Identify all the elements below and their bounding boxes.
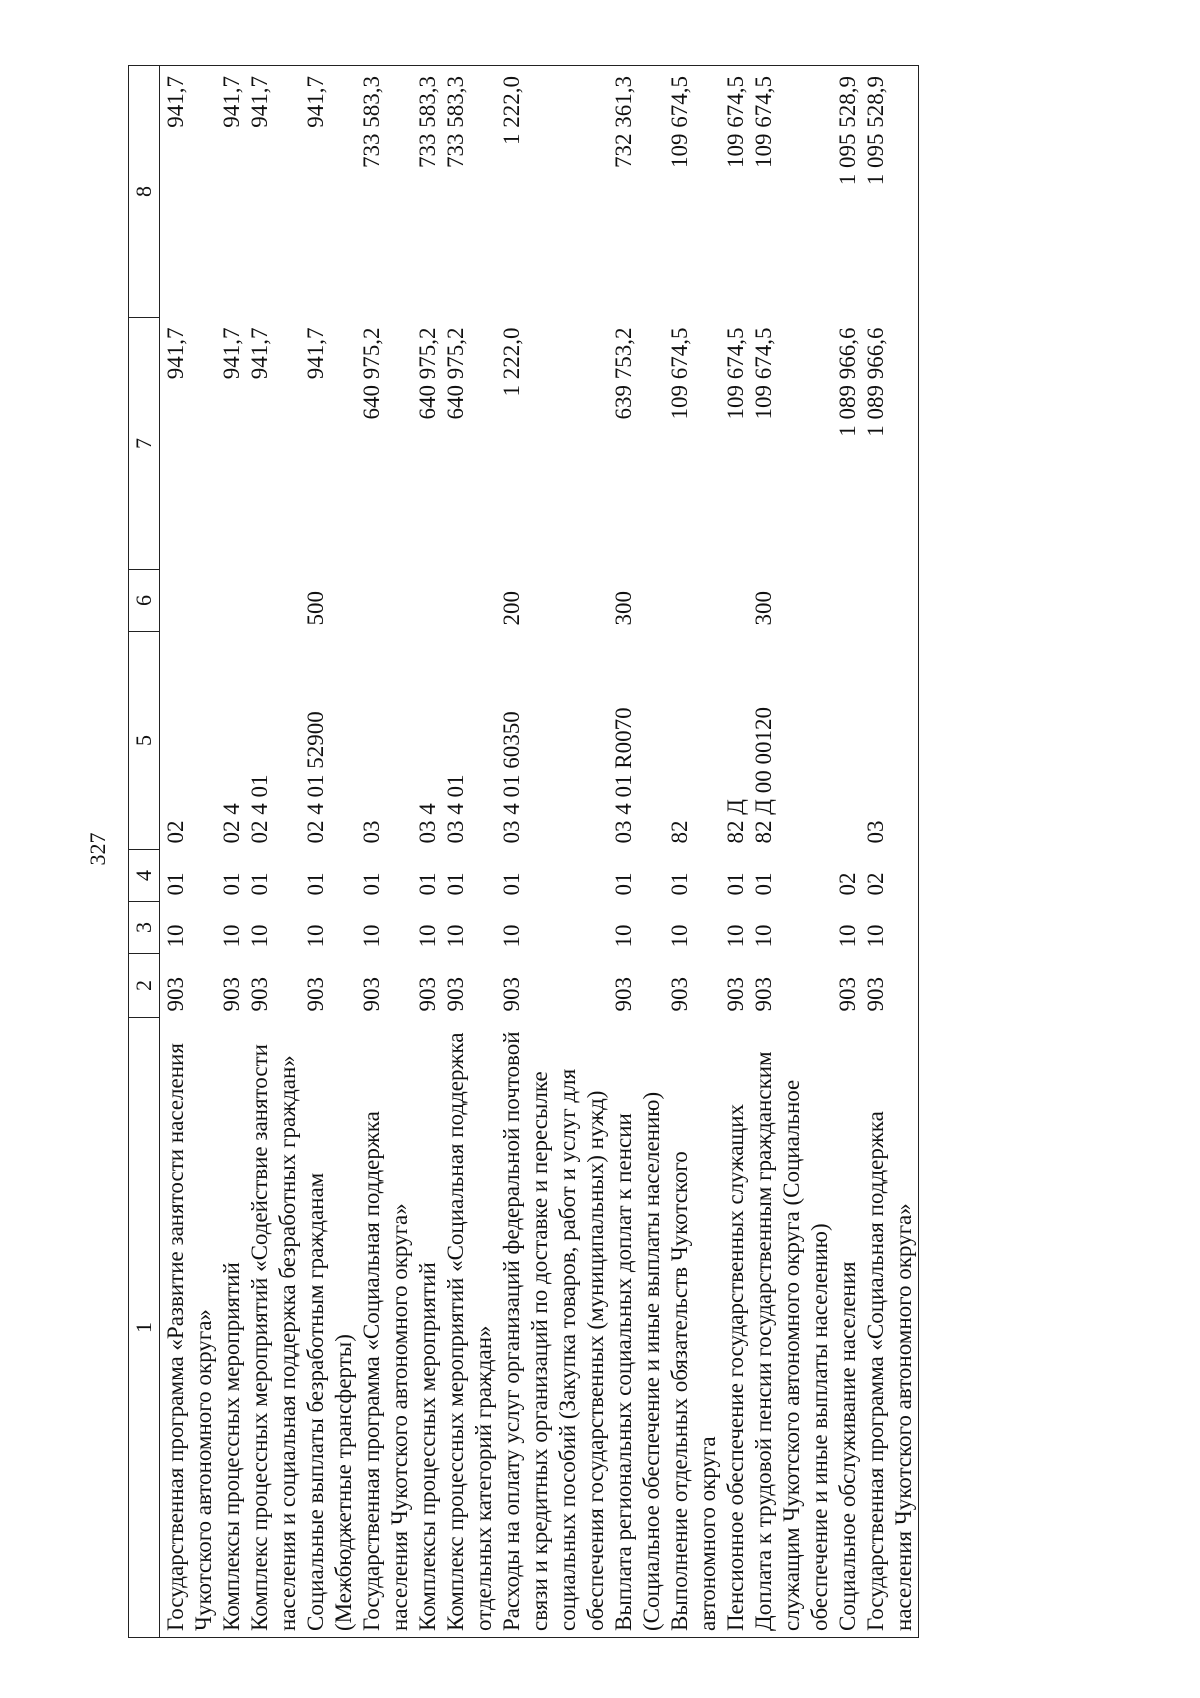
cell-expense-type — [834, 570, 862, 632]
cell-subsection: 01 — [499, 872, 524, 896]
cell-section: 10 — [499, 924, 524, 948]
cell-amount-1: 941,7 — [303, 327, 328, 380]
cell-amount-1: 640 975,2 — [415, 327, 440, 420]
cell-amount-2: 732 361,3 — [610, 66, 666, 318]
row-name: Государственная программа «Социальная поддержка населения Чукотского автономного округа» — [862, 1018, 919, 1638]
header-col-8: 8 — [129, 66, 160, 318]
cell-amount-1: 640 975,2 — [443, 327, 468, 420]
cell-expense-type: 500 — [303, 591, 328, 626]
cell-amount-2: 109 674,5 — [750, 66, 834, 318]
cell-target-article: 02 4 01 52900 — [303, 711, 328, 844]
cell-ministry: 903 — [303, 977, 328, 1012]
cell-subsection: 01 — [611, 872, 636, 896]
cell-target-article: 03 4 01 60350 — [499, 711, 524, 844]
cell-amount-2: 941,7 — [160, 66, 219, 318]
cell-amount-1: 109 674,5 — [751, 327, 776, 420]
row-name: Социальные выплаты безработным гражданам (Межбюджетные трансферты) — [302, 1018, 358, 1638]
cell-ministry: 903 — [751, 977, 776, 1012]
header-col-2: 2 — [129, 954, 160, 1018]
cell-expense-type: 200 — [499, 591, 524, 626]
table-row — [722, 66, 750, 1638]
cell-amount-1: 1 089 966,6 — [835, 327, 860, 437]
row-name: Комплекс процессных мероприятий «Содействие занятости населения и социальная поддержка безработных граждан» — [246, 1018, 302, 1638]
cell-ministry: 903 — [499, 977, 524, 1012]
cell-amount-1: 941,7 — [163, 327, 188, 380]
cell-amount-1: 1 222,0 — [499, 327, 524, 397]
cell-target-article — [834, 632, 862, 850]
cell-subsection: 01 — [415, 872, 440, 896]
table-row — [498, 66, 610, 1638]
cell-ministry: 903 — [443, 977, 468, 1012]
cell-ministry: 903 — [862, 954, 919, 1018]
header-col-3: 3 — [129, 902, 160, 954]
row-name: Комплексы процессных мероприятий — [218, 1018, 246, 1638]
cell-expense-type — [666, 570, 722, 632]
cell-expense-type — [246, 570, 302, 632]
cell-amount-1: 109 674,5 — [723, 327, 748, 420]
cell-target-article: 03 4 01 — [443, 774, 468, 844]
table-row — [218, 66, 246, 1638]
cell-section: 10 — [359, 924, 384, 948]
table-row — [834, 66, 862, 1638]
table-row — [414, 66, 442, 1638]
row-name: Расходы на оплату услуг организаций федеральной почтовой связи и кредитных организаций по доставке и пересылке социальных пособий (Закупка товаров, работ и услуг для обеспечения государственных (муниципальных) нужд) — [498, 1018, 610, 1638]
cell-expense-type: 300 — [751, 591, 776, 626]
cell-section: 10 — [163, 924, 188, 948]
cell-amount-2: 1 222,0 — [498, 66, 610, 318]
cell-subsection: 01 — [163, 872, 188, 896]
table-row — [610, 66, 666, 1638]
header-row — [129, 66, 160, 1638]
cell-section: 10 — [667, 924, 692, 948]
cell-expense-type — [414, 570, 442, 632]
cell-expense-type — [218, 570, 246, 632]
cell-expense-type — [862, 570, 919, 632]
cell-target-article: 03 4 — [415, 803, 440, 844]
budget-table — [128, 65, 919, 1638]
cell-target-article: 82 — [667, 820, 692, 844]
row-name: Социальное обслуживание населения — [834, 1018, 862, 1638]
cell-subsection: 01 — [443, 872, 468, 896]
cell-amount-2: 733 583,3 — [414, 66, 442, 318]
cell-section: 10 — [611, 924, 636, 948]
cell-ministry: 903 — [611, 977, 636, 1012]
row-name: Государственная программа «Социальная поддержка населения Чукотского автономного округа» — [358, 1018, 414, 1638]
cell-amount-2: 941,7 — [218, 66, 246, 318]
table-row — [246, 66, 302, 1638]
cell-ministry: 903 — [247, 977, 272, 1012]
cell-target-article: 03 — [359, 820, 384, 844]
table-row — [442, 66, 498, 1638]
cell-subsection: 01 — [303, 872, 328, 896]
cell-amount-2: 109 674,5 — [666, 66, 722, 318]
cell-target-article: 02 4 — [219, 803, 244, 844]
cell-expense-type — [442, 570, 498, 632]
header-col-7: 7 — [129, 318, 160, 570]
cell-amount-2: 1 095 528,9 — [862, 66, 919, 318]
row-name: Выплата региональных социальных доплат к пенсии (Социальное обеспечение и иные выплаты населению) — [610, 1018, 666, 1638]
cell-section: 10 — [415, 924, 440, 948]
row-name: Выполнение отдельных обязательств Чукотского автономного округа — [666, 1018, 722, 1638]
cell-section: 10 — [862, 902, 919, 954]
cell-target-article: 82 Д — [723, 799, 748, 844]
header-col-1: 1 — [129, 1018, 160, 1638]
cell-amount-1: 941,7 — [219, 327, 244, 380]
header-col-4: 4 — [129, 850, 160, 902]
cell-target-article: 03 4 01 R0070 — [611, 707, 636, 844]
row-name: Комплекс процессных мероприятий «Социальная поддержка отдельных категорий граждан» — [442, 1018, 498, 1638]
cell-subsection: 02 — [862, 850, 919, 902]
cell-amount-2: 109 674,5 — [722, 66, 750, 318]
cell-amount-2: 1 095 528,9 — [834, 66, 862, 318]
cell-target-article: 03 — [862, 632, 919, 850]
cell-expense-type — [722, 570, 750, 632]
cell-ministry: 903 — [359, 977, 384, 1012]
cell-amount-2: 941,7 — [246, 66, 302, 318]
cell-expense-type: 300 — [611, 591, 636, 626]
cell-subsection: 01 — [723, 872, 748, 896]
table-row — [302, 66, 358, 1638]
header-col-6: 6 — [129, 570, 160, 632]
cell-amount-1: 109 674,5 — [667, 327, 692, 420]
cell-target-article: 02 — [163, 820, 188, 844]
cell-ministry: 903 — [835, 977, 860, 1012]
cell-section: 10 — [303, 924, 328, 948]
table-row — [750, 66, 834, 1638]
table-row — [666, 66, 722, 1638]
cell-amount-2: 733 583,3 — [358, 66, 414, 318]
cell-target-article: 02 4 01 — [247, 774, 272, 844]
cell-amount-1: 1 089 966,6 — [862, 318, 919, 570]
cell-section: 10 — [443, 924, 468, 948]
cell-ministry: 903 — [219, 977, 244, 1012]
budget-table-container — [128, 66, 1048, 1638]
cell-ministry: 903 — [723, 977, 748, 1012]
cell-ministry: 903 — [163, 977, 188, 1012]
row-name: Комплексы процессных мероприятий — [414, 1018, 442, 1638]
cell-subsection: 01 — [667, 872, 692, 896]
cell-ministry: 903 — [415, 977, 440, 1012]
cell-target-article: 82 Д 00 00120 — [751, 707, 776, 844]
cell-amount-2: 941,7 — [302, 66, 358, 318]
cell-amount-1: 941,7 — [247, 327, 272, 380]
cell-subsection: 01 — [247, 872, 272, 896]
cell-section: 10 — [751, 924, 776, 948]
cell-section: 10 — [247, 924, 272, 948]
cell-subsection: 02 — [835, 872, 860, 896]
page-number: 327 — [85, 832, 110, 866]
cell-section: 10 — [723, 924, 748, 948]
table-row — [160, 66, 219, 1638]
header-col-5: 5 — [129, 632, 160, 850]
cell-subsection: 01 — [359, 872, 384, 896]
cell-ministry: 903 — [667, 977, 692, 1012]
table-row — [358, 66, 414, 1638]
cell-section: 10 — [835, 924, 860, 948]
cell-amount-2: 733 583,3 — [442, 66, 498, 318]
cell-section: 10 — [219, 924, 244, 948]
row-name: Государственная программа «Развитие занятости населения Чукотского автономного округа» — [160, 1018, 219, 1638]
row-name: Пенсионное обеспечение государственных служащих — [722, 1018, 750, 1638]
table-row — [862, 66, 919, 1638]
cell-amount-1: 640 975,2 — [359, 327, 384, 420]
cell-expense-type — [160, 570, 219, 632]
row-name: Доплата к трудовой пенсии государственным гражданским служащим Чукотского автономного округа (Социальное обеспечение и иные выплаты населению) — [750, 1018, 834, 1638]
cell-subsection: 01 — [751, 872, 776, 896]
cell-subsection: 01 — [219, 872, 244, 896]
cell-amount-1: 639 753,2 — [611, 327, 636, 420]
cell-expense-type — [358, 570, 414, 632]
